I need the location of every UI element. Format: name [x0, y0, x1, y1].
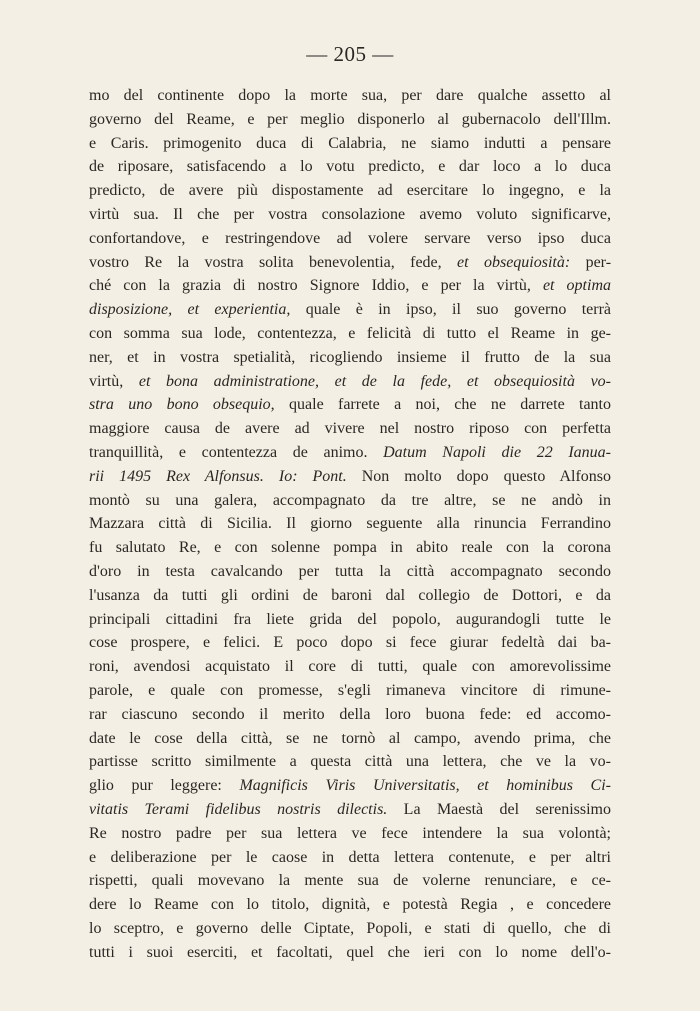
text-line	[89, 227, 611, 251]
text-segment: roni, avendosi acquistato il core di tutti, quale con amorevolissime	[89, 658, 611, 676]
text-line	[89, 941, 611, 965]
italic-text-segment: rii 1495 Rex Alfonsus. Io: Pont.	[89, 467, 347, 485]
text-segment: quale farrete a noi, che ne darrete tanto	[274, 396, 611, 414]
text-line	[89, 465, 611, 489]
text-segment: mo del continente dopo la morte sua, per dare qualche assetto al	[89, 87, 611, 104]
text-line	[89, 108, 611, 132]
italic-text-segment: et bona administratione, et de la fede, et obsequiosità vo-	[138, 372, 611, 390]
text-line	[89, 322, 611, 346]
text-line	[89, 631, 611, 655]
text-line	[89, 441, 611, 465]
text-segment: fu salutato Re, e con solenne pompa in abito reale con la corona	[89, 539, 611, 557]
text-segment: cose prospere, e felici. E poco dopo si fece giurar fedeltà dai ba-	[89, 634, 611, 652]
text-segment: vostro Re la vostra solita benevolentia, fede,	[89, 253, 458, 271]
text-segment: La Maestà del serenissimo	[387, 800, 611, 818]
text-line	[89, 774, 611, 798]
text-segment: Re nostro padre per sua lettera ve fece intendere la sua volontà;	[89, 824, 611, 842]
text-line	[89, 274, 611, 298]
italic-text-segment: disposizione, et experientia,	[89, 301, 291, 319]
text-line	[89, 917, 611, 941]
text-line	[89, 417, 611, 441]
text-segment: confortandove, e restringendove ad volere servare verso ipso duca	[89, 229, 611, 247]
text-segment: montò su una galera, accompagnato da tre altre, se ne andò in	[89, 491, 611, 509]
text-line	[89, 869, 611, 893]
text-segment: virtù sua. Il che per vostra consolazione avemo voluto significarve,	[89, 205, 611, 223]
text-line	[89, 703, 611, 727]
text-segment: per-	[570, 253, 611, 271]
text-line	[89, 798, 611, 822]
italic-text-segment: vitatis Terami fidelibus nostris dilectis.	[89, 800, 388, 818]
text-segment: dere lo Reame con lo titolo, dignità, e potestà Regia , e concedere	[89, 896, 611, 914]
text-line	[89, 655, 611, 679]
text-line	[89, 179, 611, 203]
text-segment: tutti i suoi eserciti, et facoltati, quel che ieri con lo nome dell'o-	[89, 943, 611, 961]
text-segment: Non molto dopo questo Alfonso	[346, 467, 611, 485]
text-line	[89, 679, 611, 703]
italic-text-segment: et optima	[542, 277, 611, 295]
text-line	[89, 608, 611, 632]
text-segment: de riposare, satisfacendo a lo votu predicto, e dar loco a lo duca	[89, 158, 611, 176]
text-segment: ner, et in vostra spetialità, ricogliendo insieme il frutto de la sua	[89, 348, 611, 366]
text-segment: parole, e quale con promesse, s'egli rimaneva vincitore di rimune-	[89, 681, 611, 699]
text-segment: e deliberazione per le caose in detta lettera contenute, e per altri	[89, 848, 611, 866]
text-line	[89, 512, 611, 536]
text-segment: e Caris. primogenito duca di Calabria, ne siamo indutti a pensare	[89, 134, 611, 152]
text-line	[89, 203, 611, 227]
text-line	[89, 893, 611, 917]
italic-text-segment: Datum Napoli die 22 Ianua-	[383, 443, 611, 461]
text-line	[89, 298, 611, 322]
text-line	[89, 346, 611, 370]
body-text	[89, 84, 611, 964]
text-segment: tranquillità, e contentezza de animo.	[89, 443, 384, 461]
text-segment: partisse scritto similmente a questa città una lettera, che ve la vo-	[89, 753, 611, 771]
text-line	[89, 560, 611, 584]
text-segment: governo del Reame, e per meglio disponerlo al gubernacolo dell'Illm.	[89, 110, 611, 128]
text-segment: predicto, de avere più dispostamente ad esercitare lo ingegno, e la	[89, 182, 611, 200]
text-line	[89, 393, 611, 417]
italic-text-segment: stra uno bono obsequio,	[89, 396, 275, 414]
text-line	[89, 132, 611, 156]
page-number: — 205 —	[306, 42, 394, 66]
text-segment: lo sceptro, e governo delle Ciptate, Popoli, e stati di quello, che di	[89, 919, 611, 937]
text-segment: rispetti, quali movevano la mente sua de volerne renunciare, e ce-	[89, 872, 611, 890]
text-segment: l'usanza da tutti gli ordini de baroni dal collegio de Dottori, e da	[89, 586, 611, 604]
italic-text-segment: Magnificis Viris Universitatis, et hominibus Ci-	[239, 777, 611, 795]
text-line	[89, 822, 611, 846]
text-segment: d'oro in testa cavalcando per tutta la città accompagnato secondo	[89, 562, 611, 580]
text-segment: quale è in ipso, il suo governo terrà	[290, 301, 611, 319]
text-segment: maggiore causa de avere ad vivere nel nostro riposo con perfetta	[89, 420, 611, 438]
text-line	[89, 727, 611, 751]
text-segment: rar ciascuno secondo il merito della loro buona fede: ed accomo-	[89, 705, 611, 723]
text-segment: principali cittadini fra liete grida del popolo, augurandogli tutte le	[89, 610, 611, 628]
text-line	[89, 370, 611, 394]
italic-text-segment: et obsequiosità:	[457, 253, 571, 271]
text-line	[89, 536, 611, 560]
text-line	[89, 251, 611, 275]
text-line	[89, 584, 611, 608]
text-segment: glio pur leggere:	[89, 777, 240, 795]
text-segment: con somma sua lode, contentezza, e felicità di tutto el Reame in ge-	[89, 324, 611, 342]
text-line	[89, 846, 611, 870]
text-segment: Mazzara città di Sicilia. Il giorno seguente alla rinuncia Ferrandino	[89, 515, 611, 533]
text-line	[89, 84, 611, 108]
text-segment: ché con la grazia di nostro Signore Iddio, e per la virtù,	[89, 277, 543, 295]
text-line	[89, 155, 611, 179]
text-segment: virtù,	[89, 372, 139, 390]
text-segment: date le cose della città, se ne tornò al campo, avendo prima, che	[89, 729, 611, 747]
text-line	[89, 489, 611, 513]
text-line	[89, 750, 611, 774]
